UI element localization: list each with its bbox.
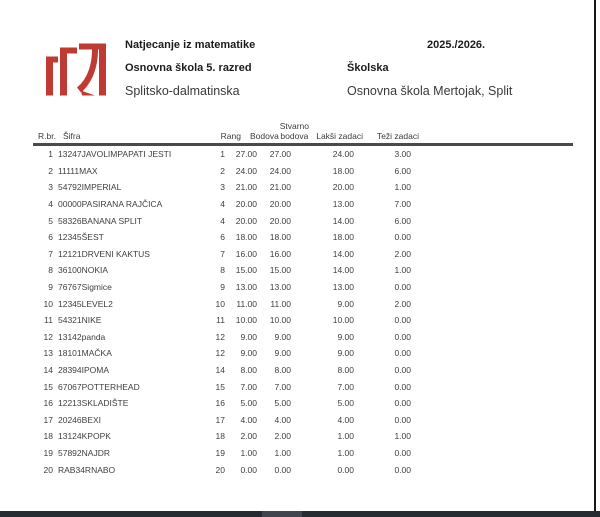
table-row <box>33 395 573 412</box>
header-rbr: R.br. <box>38 131 56 141</box>
cell-stvarno-bodova: 11.00 <box>270 298 291 309</box>
cell-rbr: 5 <box>48 215 53 226</box>
table-header-row <box>33 120 573 146</box>
math-society-logo <box>45 37 107 102</box>
county-name: Splitsko-dalmatinska <box>125 84 240 98</box>
cell-tezi-zadaci: 0.00 <box>394 282 411 293</box>
cell-rbr: 11 <box>44 315 53 326</box>
cell-stvarno-bodova: 1.00 <box>274 447 291 458</box>
cell-bodova: 11.00 <box>236 298 257 309</box>
table-row <box>33 412 573 429</box>
cell-laksi-zadaci: 4.00 <box>337 414 354 425</box>
cell-laksi-zadaci: 14.00 <box>332 265 354 276</box>
cell-laksi-zadaci: 8.00 <box>337 365 354 376</box>
cell-laksi-zadaci: 24.00 <box>332 149 354 160</box>
cell-sifra: 13142panda <box>58 331 106 342</box>
table-body <box>33 146 573 478</box>
cell-bodova: 18.00 <box>235 232 257 243</box>
cell-rbr: 9 <box>48 282 53 293</box>
cell-sifra: 12345LEVEL2 <box>58 298 113 309</box>
cell-tezi-zadaci: 2.00 <box>394 298 411 309</box>
table-row <box>33 179 573 196</box>
cell-bodova: 0.00 <box>240 464 257 475</box>
cell-tezi-zadaci: 0.00 <box>394 398 411 409</box>
cell-sifra: 12345ŠEST <box>58 232 104 243</box>
cell-sifra: 12213SKLADIŠTE <box>58 398 129 409</box>
cell-rbr: 16 <box>43 398 53 409</box>
cell-rbr: 20 <box>43 464 53 475</box>
cell-rang: 2 <box>220 165 225 176</box>
table-row <box>33 196 573 213</box>
cell-tezi-zadaci: 0.00 <box>394 414 411 425</box>
cell-rbr: 6 <box>48 232 53 243</box>
cell-rang: 8 <box>220 265 225 276</box>
cell-tezi-zadaci: 0.00 <box>394 348 411 359</box>
cell-rbr: 4 <box>48 199 53 210</box>
cell-tezi-zadaci: 3.00 <box>394 149 411 160</box>
cell-laksi-zadaci: 0.00 <box>337 464 354 475</box>
cell-bodova: 5.00 <box>240 398 257 409</box>
cell-tezi-zadaci: 0.00 <box>394 381 411 392</box>
cell-sifra: 13124KPOPK <box>58 431 111 442</box>
table-row <box>33 262 573 279</box>
cell-sifra: RAB34RNABO <box>58 464 116 475</box>
cell-laksi-zadaci: 9.00 <box>337 331 354 342</box>
cell-stvarno-bodova: 16.00 <box>269 248 291 259</box>
cell-tezi-zadaci: 0.00 <box>394 447 411 458</box>
cell-stvarno-bodova: 24.00 <box>269 165 291 176</box>
cell-rang: 12 <box>215 348 225 359</box>
table-row <box>33 445 573 462</box>
cell-tezi-zadaci: 1.00 <box>394 265 411 276</box>
cell-laksi-zadaci: 20.00 <box>332 182 354 193</box>
cell-rbr: 2 <box>48 165 53 176</box>
cell-laksi-zadaci: 1.00 <box>337 431 354 442</box>
table-row <box>33 163 573 180</box>
cell-rang: 17 <box>215 414 225 425</box>
cell-laksi-zadaci: 14.00 <box>332 215 354 226</box>
competition-title: Natjecanje iz matematike <box>125 39 256 51</box>
cell-tezi-zadaci: 7.00 <box>394 199 411 210</box>
cell-sifra: 67067POTTERHEAD <box>58 381 140 392</box>
cell-rang: 15 <box>215 381 225 392</box>
cell-tezi-zadaci: 0.00 <box>394 365 411 376</box>
competition-category: Osnovna škola 5. razred <box>125 62 252 74</box>
window-bottom-bar <box>0 511 600 517</box>
cell-bodova: 2.00 <box>240 431 257 442</box>
cell-laksi-zadaci: 13.00 <box>332 282 354 293</box>
header-tezi-zadaci: Teži zadaci <box>376 131 419 141</box>
cell-bodova: 15.00 <box>235 265 257 276</box>
cell-rang: 1 <box>220 149 225 160</box>
window-right-edge <box>594 0 596 517</box>
cell-stvarno-bodova: 9.00 <box>274 348 291 359</box>
cell-laksi-zadaci: 10.00 <box>332 315 354 326</box>
cell-sifra: 00000PASIRANA RAJČICA <box>58 199 163 210</box>
logo-glyph-icon <box>45 37 107 102</box>
cell-bodova: 7.00 <box>240 381 257 392</box>
cell-sifra: 12121DRVENI KAKTUS <box>58 248 150 259</box>
cell-stvarno-bodova: 0.00 <box>274 464 291 475</box>
cell-sifra: 11111MAX <box>58 165 98 176</box>
cell-stvarno-bodova: 10.00 <box>269 315 291 326</box>
results-table <box>33 120 573 478</box>
cell-rbr: 12 <box>43 331 53 342</box>
cell-laksi-zadaci: 14.00 <box>332 248 354 259</box>
cell-rang: 12 <box>215 331 225 342</box>
cell-stvarno-bodova: 7.00 <box>274 381 291 392</box>
header-laksi-zadaci: Lakši zadaci <box>316 131 363 141</box>
cell-rang: 20 <box>215 464 225 475</box>
cell-laksi-zadaci: 13.00 <box>332 199 354 210</box>
cell-bodova: 20.00 <box>235 199 257 210</box>
cell-bodova: 4.00 <box>240 414 257 425</box>
cell-tezi-zadaci: 1.00 <box>394 182 411 193</box>
cell-sifra: 20246BEXI <box>58 414 102 425</box>
cell-rang: 3 <box>220 182 225 193</box>
cell-rbr: 7 <box>48 248 53 259</box>
cell-rang: 6 <box>220 232 225 243</box>
cell-sifra: 18101MAČKA <box>58 348 112 359</box>
competition-level: Školska <box>347 62 389 74</box>
table-row <box>33 461 573 478</box>
cell-bodova: 21.00 <box>235 182 257 193</box>
cell-rang: 16 <box>215 398 225 409</box>
table-row <box>33 212 573 229</box>
table-row <box>33 362 573 379</box>
cell-sifra: 36100NOKIA <box>58 265 109 276</box>
cell-sifra: 57892NAJDR <box>58 447 110 458</box>
header-sifra: Šifra <box>63 131 81 141</box>
cell-laksi-zadaci: 5.00 <box>337 398 354 409</box>
school-year: 2025./2026. <box>427 39 486 51</box>
cell-bodova: 8.00 <box>240 365 257 376</box>
table-row <box>33 428 573 445</box>
cell-laksi-zadaci: 18.00 <box>332 165 354 176</box>
cell-rang: 10 <box>215 298 225 309</box>
cell-laksi-zadaci: 18.00 <box>332 232 354 243</box>
cell-laksi-zadaci: 9.00 <box>337 298 354 309</box>
cell-rang: 4 <box>220 215 225 226</box>
cell-bodova: 10.00 <box>235 315 257 326</box>
cell-tezi-zadaci: 6.00 <box>394 165 411 176</box>
cell-rang: 14 <box>215 365 225 376</box>
cell-rbr: 10 <box>43 298 53 309</box>
cell-rbr: 14 <box>43 365 53 376</box>
cell-rbr: 1 <box>48 149 53 160</box>
table-row <box>33 312 573 329</box>
cell-stvarno-bodova: 13.00 <box>269 282 291 293</box>
cell-stvarno-bodova: 18.00 <box>269 232 291 243</box>
cell-bodova: 9.00 <box>240 331 257 342</box>
cell-bodova: 27.00 <box>235 149 257 160</box>
table-row <box>33 229 573 246</box>
table-row <box>33 246 573 263</box>
cell-tezi-zadaci: 6.00 <box>394 215 411 226</box>
header-stvarno-bodova: Stvarno bodova <box>279 121 309 141</box>
cell-rbr: 13 <box>43 348 53 359</box>
header-rang: Rang <box>220 131 241 141</box>
cell-laksi-zadaci: 1.00 <box>337 447 354 458</box>
cell-rang: 9 <box>220 282 225 293</box>
cell-rbr: 17 <box>43 414 53 425</box>
cell-bodova: 1.00 <box>240 447 257 458</box>
bottom-bar-notch <box>262 511 302 517</box>
table-row <box>33 345 573 362</box>
table-row <box>33 329 573 346</box>
cell-sifra: 76767Sigmice <box>58 282 112 293</box>
cell-rbr: 8 <box>48 265 53 276</box>
cell-rbr: 3 <box>48 182 53 193</box>
cell-rang: 7 <box>220 248 225 259</box>
cell-rang: 11 <box>216 315 225 326</box>
cell-bodova: 24.00 <box>235 165 257 176</box>
cell-sifra: 54792IMPERIAL <box>58 182 122 193</box>
cell-stvarno-bodova: 5.00 <box>274 398 291 409</box>
table-row <box>33 146 573 163</box>
cell-stvarno-bodova: 21.00 <box>269 182 291 193</box>
cell-tezi-zadaci: 1.00 <box>394 431 411 442</box>
cell-sifra: 54321NIKE <box>58 315 102 326</box>
cell-stvarno-bodova: 8.00 <box>274 365 291 376</box>
cell-stvarno-bodova: 9.00 <box>274 331 291 342</box>
cell-rang: 19 <box>215 447 225 458</box>
school-name: Osnovna škola Mertojak, Split <box>347 84 513 98</box>
cell-rang: 18 <box>215 431 225 442</box>
cell-laksi-zadaci: 7.00 <box>337 381 354 392</box>
cell-tezi-zadaci: 0.00 <box>394 315 411 326</box>
cell-stvarno-bodova: 20.00 <box>269 199 291 210</box>
cell-bodova: 20.00 <box>235 215 257 226</box>
table-row <box>33 279 573 296</box>
table-row <box>33 295 573 312</box>
cell-stvarno-bodova: 15.00 <box>269 265 291 276</box>
cell-tezi-zadaci: 0.00 <box>394 464 411 475</box>
cell-rbr: 19 <box>43 447 53 458</box>
cell-stvarno-bodova: 20.00 <box>269 215 291 226</box>
cell-tezi-zadaci: 0.00 <box>394 232 411 243</box>
cell-bodova: 16.00 <box>235 248 257 259</box>
cell-tezi-zadaci: 0.00 <box>394 331 411 342</box>
cell-rang: 4 <box>220 199 225 210</box>
cell-stvarno-bodova: 4.00 <box>274 414 291 425</box>
cell-stvarno-bodova: 27.00 <box>269 149 291 160</box>
table-row <box>33 378 573 395</box>
cell-bodova: 9.00 <box>240 348 257 359</box>
cell-rbr: 18 <box>43 431 53 442</box>
cell-sifra: 58326BANANA SPLIT <box>58 215 143 226</box>
cell-stvarno-bodova: 2.00 <box>274 431 291 442</box>
cell-laksi-zadaci: 9.00 <box>337 348 354 359</box>
cell-bodova: 13.00 <box>235 282 257 293</box>
header-bodova: Bodova <box>250 131 279 141</box>
cell-sifra: 13247JAVOLIMPAPATI JESTI <box>58 149 172 160</box>
cell-tezi-zadaci: 2.00 <box>394 248 411 259</box>
cell-rbr: 15 <box>43 381 53 392</box>
cell-sifra: 28394IPOMA <box>58 365 110 376</box>
